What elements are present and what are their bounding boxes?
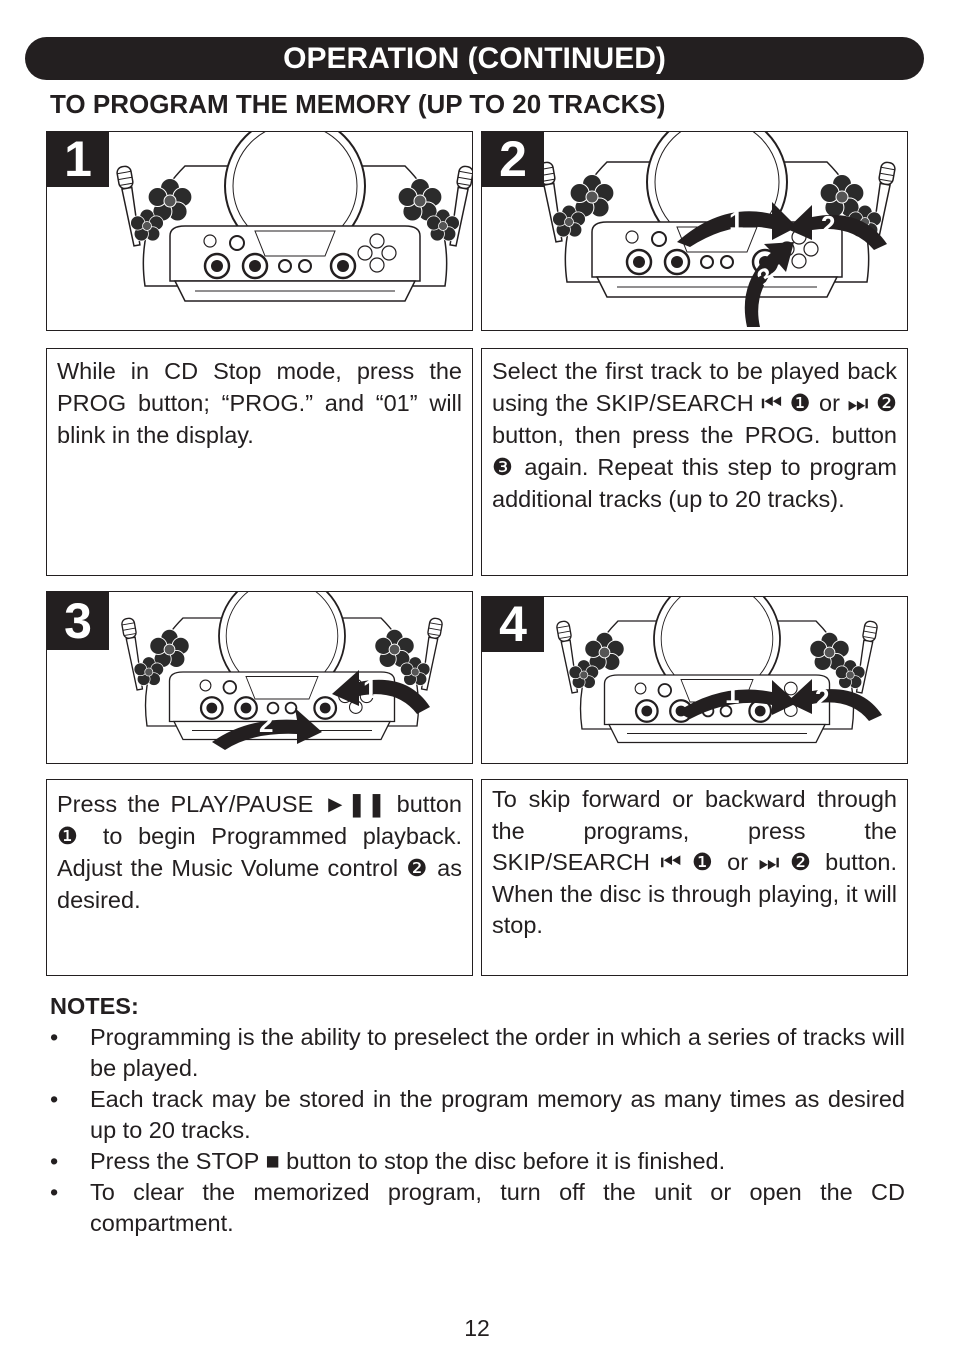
step-number: 2 xyxy=(482,132,544,187)
notes-title: NOTES: xyxy=(50,993,139,1019)
step-1-instructions: While in CD Stop mode, press the PROG button; “PROG.” and “01” will blink in the display. xyxy=(46,348,473,576)
note-text: Each track may be stored in the program memory as many times as desired up to 20 tracks. xyxy=(90,1086,905,1143)
notes-section xyxy=(50,991,905,1239)
step-number: 1 xyxy=(47,132,109,187)
callout-1: 1 xyxy=(729,206,744,236)
bullet: • xyxy=(50,1148,59,1174)
step-1-illustration xyxy=(46,131,473,331)
note-text: Press the STOP ■ button to stop the disc before it is finished. xyxy=(90,1148,726,1174)
subsection-title: TO PROGRAM THE MEMORY (UP TO 20 TRACKS) xyxy=(50,89,666,119)
note-item xyxy=(50,1146,905,1177)
bullet: • xyxy=(50,1024,59,1050)
note-text: Programming is the ability to preselect the order in which a series of tracks will be played. xyxy=(90,1024,905,1081)
note-item xyxy=(50,1084,905,1146)
step-3-instructions: Press the PLAY/PAUSE ►❚❚ button ❶ to begin Programmed playback. Adjust the Music Volume control ❷ as desired. xyxy=(46,779,473,976)
callout-1: 1 xyxy=(363,674,378,704)
callout-2: 2 xyxy=(815,683,830,713)
callout-3: 3 xyxy=(751,260,781,294)
karaoke-unit-drawing xyxy=(482,132,908,331)
bullet: • xyxy=(50,1179,59,1205)
note-text: To clear the memorized program, turn off the unit or open the CD compartment. xyxy=(90,1179,905,1236)
page-number: 12 xyxy=(464,1315,490,1341)
step-2-instructions: Select the first track to be played back using the SKIP/SEARCH ⏮ ❶ or ⏭ ❷ button, then press the PROG. button ❸ again. Repeat this step to program additional tracks (up to 20 tracks). xyxy=(481,348,908,576)
section-banner: OPERATION (CONTINUED) xyxy=(25,37,924,80)
step-2-illustration xyxy=(481,131,908,331)
step-3-illustration xyxy=(46,591,473,764)
karaoke-unit-drawing xyxy=(47,132,473,331)
note-item xyxy=(50,1022,905,1084)
step-number: 3 xyxy=(47,592,109,650)
step-number: 4 xyxy=(482,597,544,652)
callout-2: 2 xyxy=(259,708,274,738)
karaoke-unit-drawing xyxy=(482,597,908,764)
step-4-illustration xyxy=(481,596,908,764)
bullet: • xyxy=(50,1086,59,1112)
callout-1: 1 xyxy=(725,679,740,709)
step-4-instructions: To skip forward or backward through the programs, press the SKIP/SEARCH ⏮ ❶ or ⏭ ❷ button. When the disc is through playing, it will stop. xyxy=(481,779,908,976)
callout-2: 2 xyxy=(821,210,836,240)
note-item xyxy=(50,1177,905,1239)
